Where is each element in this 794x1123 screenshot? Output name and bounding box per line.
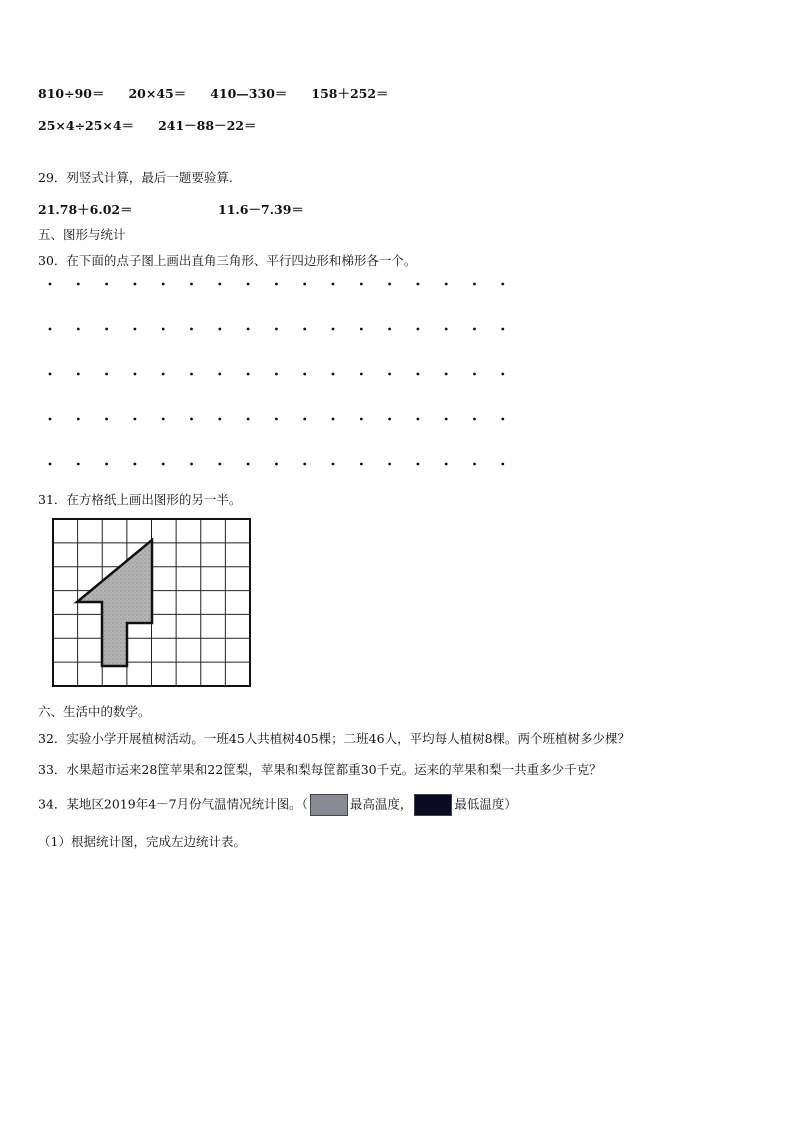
question-31-title: 31．在方格纸上画出图形的另一半。	[38, 492, 242, 507]
calc-row-2	[38, 116, 276, 134]
grid-dot	[49, 328, 52, 331]
grid-dot	[388, 283, 391, 286]
grid-dot	[77, 418, 80, 421]
grid-dot	[190, 463, 193, 466]
square-grid-paper[interactable]	[52, 518, 252, 688]
grid-dot	[501, 328, 504, 331]
grid-dot	[162, 373, 165, 376]
grid-dot	[218, 463, 221, 466]
grid-dot	[218, 283, 221, 286]
grid-dot	[247, 328, 250, 331]
grid-dot	[190, 418, 193, 421]
grid-dot	[473, 328, 476, 331]
calc-item: 158＋252＝	[311, 86, 389, 101]
grid-dot	[360, 463, 363, 466]
grid-dot	[360, 418, 363, 421]
grid-dot	[473, 283, 476, 286]
grid-dot	[445, 463, 448, 466]
grid-dot	[388, 418, 391, 421]
grid-dot	[360, 328, 363, 331]
grid-dot	[134, 463, 137, 466]
grid-dot	[247, 463, 250, 466]
grid-dot	[190, 283, 193, 286]
grid-dot	[303, 418, 306, 421]
calc-item: 410—330＝	[210, 86, 288, 101]
grid-dot	[360, 283, 363, 286]
calc-item: 20×45＝	[128, 86, 187, 101]
half-figure-shape	[77, 540, 152, 666]
grid-dot	[247, 373, 250, 376]
grid-dot	[77, 283, 80, 286]
question-33: 33．水果超市运来28筐苹果和22筐梨，苹果和梨每筐都重30千克。运来的苹果和梨一共重多少千克？	[38, 762, 602, 777]
grid-dot	[275, 418, 278, 421]
grid-dot	[473, 463, 476, 466]
question-30-title: 30．在下面的点子图上画出直角三角形、平行四边形和梯形各一个。	[38, 253, 417, 268]
grid-dot	[332, 463, 335, 466]
question-34	[38, 794, 517, 816]
grid-dot	[275, 328, 278, 331]
grid-dot	[247, 418, 250, 421]
grid-dot	[332, 373, 335, 376]
grid-dot	[388, 328, 391, 331]
grid-dot	[417, 463, 420, 466]
grid-dot	[417, 373, 420, 376]
grid-dot	[134, 418, 137, 421]
grid-dot	[303, 328, 306, 331]
question-32: 32．实验小学开展植树活动。一班45人共植树405棵；二班46人，平均每人植树8棵。两个班植树多少棵？	[38, 731, 631, 746]
grid-dot	[332, 418, 335, 421]
grid-dot	[218, 328, 221, 331]
grid-dot	[247, 283, 250, 286]
grid-dot	[162, 328, 165, 331]
question-34-sub-1: （1）根据统计图，完成左边统计表。	[38, 834, 246, 849]
grid-dot	[77, 463, 80, 466]
grid-dot	[332, 283, 335, 286]
grid-dot	[445, 283, 448, 286]
grid-dot	[275, 463, 278, 466]
grid-dot	[190, 328, 193, 331]
grid-dot	[77, 328, 80, 331]
grid-dot	[360, 373, 363, 376]
grid-dot	[473, 418, 476, 421]
question-34-text: 34．某地区2019年4－7月份气温情况统计图。（	[38, 796, 308, 812]
grid-dot	[388, 373, 391, 376]
legend-high-label: 最高温度，	[349, 796, 413, 812]
grid-dot	[388, 463, 391, 466]
grid-dot	[49, 463, 52, 466]
calc-item: 241－88－22＝	[158, 118, 257, 133]
question-29-title: 29．列竖式计算，最后一题要验算.	[38, 170, 233, 185]
grid-dot	[417, 283, 420, 286]
calc-item: 25×4÷25×4＝	[38, 118, 135, 133]
grid-dot	[77, 373, 80, 376]
grid-dot	[445, 373, 448, 376]
grid-dot	[501, 463, 504, 466]
grid-dot	[105, 463, 108, 466]
grid-dot	[162, 283, 165, 286]
grid-dot	[473, 373, 476, 376]
grid-dot	[134, 283, 137, 286]
grid-dot	[501, 418, 504, 421]
grid-dot	[417, 418, 420, 421]
grid-dot	[275, 373, 278, 376]
grid-dot	[218, 373, 221, 376]
grid-dot	[49, 283, 52, 286]
grid-dot	[134, 328, 137, 331]
grid-dot	[105, 328, 108, 331]
grid-dot	[49, 373, 52, 376]
legend-low-swatch	[414, 794, 452, 816]
grid-dot	[162, 463, 165, 466]
calc-item: 810÷90＝	[38, 86, 105, 101]
grid-dot	[105, 373, 108, 376]
grid-dot	[501, 373, 504, 376]
grid-dot	[445, 418, 448, 421]
grid-dot	[190, 373, 193, 376]
grid-dot	[218, 418, 221, 421]
calc-row-1	[38, 84, 409, 102]
legend-high-swatch	[310, 794, 348, 816]
grid-dot	[162, 418, 165, 421]
grid-dot	[275, 283, 278, 286]
grid-dot	[303, 463, 306, 466]
grid-dot	[105, 418, 108, 421]
question-29-item-2: 11.6－7.39＝	[218, 202, 304, 217]
grid-dot	[303, 283, 306, 286]
grid-dot	[134, 373, 137, 376]
grid-dot	[417, 328, 420, 331]
section-6-heading: 六、生活中的数学。	[38, 704, 151, 719]
section-5-heading: 五、图形与统计	[38, 227, 126, 242]
grid-dot	[105, 283, 108, 286]
question-29-item-1: 21.78＋6.02＝	[38, 202, 133, 217]
grid-dot	[303, 373, 306, 376]
grid-dot	[49, 418, 52, 421]
grid-dot	[332, 328, 335, 331]
grid-dot	[445, 328, 448, 331]
legend-low-label: 最低温度）	[454, 796, 517, 812]
grid-dot	[501, 283, 504, 286]
dot-grid[interactable]	[40, 276, 520, 476]
